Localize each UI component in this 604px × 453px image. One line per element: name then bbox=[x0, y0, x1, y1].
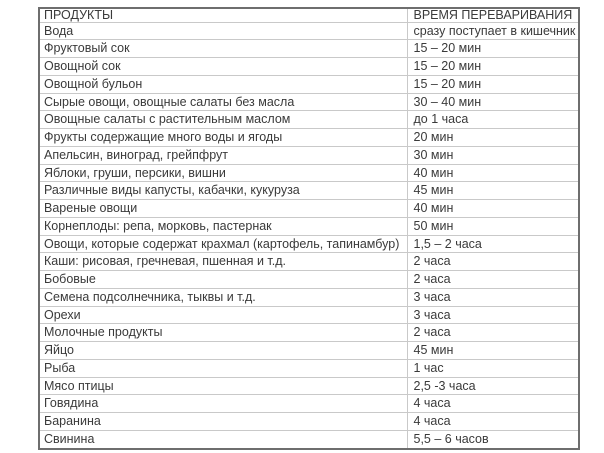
table-row bbox=[39, 40, 579, 58]
column-header-time: ВРЕМЯ ПЕРЕВАРИВАНИЯ bbox=[407, 8, 579, 22]
table-row bbox=[39, 200, 579, 218]
time-cell: 20 мин bbox=[407, 129, 579, 147]
product-cell: Рыба bbox=[39, 359, 407, 377]
table-row bbox=[39, 75, 579, 93]
product-cell: Баранина bbox=[39, 413, 407, 431]
digestion-table bbox=[38, 7, 580, 450]
time-cell: 50 мин bbox=[407, 217, 579, 235]
table-row bbox=[39, 324, 579, 342]
time-cell: 1 час bbox=[407, 359, 579, 377]
time-cell: 40 мин bbox=[407, 200, 579, 218]
table-row bbox=[39, 217, 579, 235]
table-row bbox=[39, 395, 579, 413]
product-cell: Апельсин, виноград, грейпфрут bbox=[39, 146, 407, 164]
product-cell: Корнеплоды: репа, морковь, пастернак bbox=[39, 217, 407, 235]
product-cell: Свинина bbox=[39, 430, 407, 449]
time-cell: 2 часа bbox=[407, 253, 579, 271]
table-body bbox=[39, 22, 579, 449]
table-row bbox=[39, 377, 579, 395]
table-row bbox=[39, 430, 579, 449]
time-cell: 3 часа bbox=[407, 288, 579, 306]
time-cell: 15 – 20 мин bbox=[407, 58, 579, 76]
table-row bbox=[39, 413, 579, 431]
time-cell: 1,5 – 2 часа bbox=[407, 235, 579, 253]
column-header-products: ПРОДУКТЫ bbox=[39, 8, 407, 22]
time-cell: 4 часа bbox=[407, 413, 579, 431]
table-row bbox=[39, 164, 579, 182]
table-row bbox=[39, 253, 579, 271]
time-cell: 45 мин bbox=[407, 342, 579, 360]
time-cell: до 1 часа bbox=[407, 111, 579, 129]
product-cell: Яйцо bbox=[39, 342, 407, 360]
table-row bbox=[39, 129, 579, 147]
table-row bbox=[39, 58, 579, 76]
product-cell: Вареные овощи bbox=[39, 200, 407, 218]
table-row bbox=[39, 235, 579, 253]
time-cell: 2,5 -3 часа bbox=[407, 377, 579, 395]
product-cell: Семена подсолнечника, тыквы и т.д. bbox=[39, 288, 407, 306]
product-cell: Каши: рисовая, гречневая, пшенная и т.д. bbox=[39, 253, 407, 271]
time-cell: 3 часа bbox=[407, 306, 579, 324]
table-row bbox=[39, 342, 579, 360]
product-cell: Говядина bbox=[39, 395, 407, 413]
product-cell: Овощи, которые содержат крахмал (картофель, тапинамбур) bbox=[39, 235, 407, 253]
product-cell: Овощной бульон bbox=[39, 75, 407, 93]
product-cell: Орехи bbox=[39, 306, 407, 324]
time-cell: сразу поступает в кишечник bbox=[407, 22, 579, 40]
time-cell: 2 часа bbox=[407, 271, 579, 289]
table-row bbox=[39, 288, 579, 306]
product-cell: Овощной сок bbox=[39, 58, 407, 76]
table-row bbox=[39, 111, 579, 129]
table-row bbox=[39, 146, 579, 164]
time-cell: 30 – 40 мин bbox=[407, 93, 579, 111]
table-row bbox=[39, 306, 579, 324]
product-cell: Бобовые bbox=[39, 271, 407, 289]
table-row bbox=[39, 359, 579, 377]
time-cell: 15 – 20 мин bbox=[407, 40, 579, 58]
table-row bbox=[39, 22, 579, 40]
product-cell: Фрукты содержащие много воды и ягоды bbox=[39, 129, 407, 147]
header-row bbox=[39, 8, 579, 22]
table-row bbox=[39, 271, 579, 289]
product-cell: Фруктовый сок bbox=[39, 40, 407, 58]
time-cell: 5,5 – 6 часов bbox=[407, 430, 579, 449]
product-cell: Молочные продукты bbox=[39, 324, 407, 342]
product-cell: Мясо птицы bbox=[39, 377, 407, 395]
table-row bbox=[39, 93, 579, 111]
time-cell: 45 мин bbox=[407, 182, 579, 200]
time-cell: 4 часа bbox=[407, 395, 579, 413]
product-cell: Сырые овощи, овощные салаты без масла bbox=[39, 93, 407, 111]
table-row bbox=[39, 182, 579, 200]
time-cell: 40 мин bbox=[407, 164, 579, 182]
product-cell: Яблоки, груши, персики, вишни bbox=[39, 164, 407, 182]
product-cell: Различные виды капусты, кабачки, кукуруза bbox=[39, 182, 407, 200]
time-cell: 30 мин bbox=[407, 146, 579, 164]
product-cell: Вода bbox=[39, 22, 407, 40]
product-cell: Овощные салаты с растительным маслом bbox=[39, 111, 407, 129]
time-cell: 15 – 20 мин bbox=[407, 75, 579, 93]
time-cell: 2 часа bbox=[407, 324, 579, 342]
